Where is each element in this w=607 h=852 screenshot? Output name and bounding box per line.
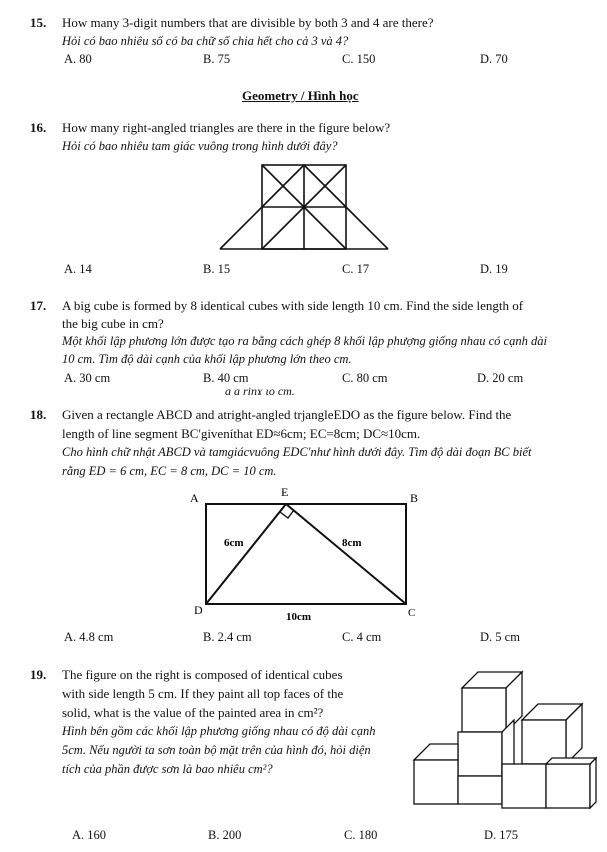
q18-label-a: A	[190, 491, 199, 505]
q19-option-d[interactable]: D. 175	[484, 828, 519, 842]
q15-option-d[interactable]: D. 70	[480, 52, 508, 66]
q17-option-c[interactable]: C. 80 cm	[342, 371, 388, 385]
q18-number: 18.	[30, 407, 47, 422]
q16-option-d[interactable]: D. 19	[480, 262, 508, 276]
q18-label-e: E	[281, 485, 289, 499]
q16-text-vi: Hỏi có bao nhiêu tam giác vuông trong hình dưới đây?	[62, 139, 338, 153]
q18-rectangle-figure	[186, 484, 426, 626]
q19-cube-stack-figure	[410, 660, 600, 820]
q17-text-en-line2: the big cube in cm?	[62, 316, 164, 331]
q18-option-d[interactable]: D. 5 cm	[480, 630, 520, 644]
q15-option-b[interactable]: B. 75	[203, 52, 231, 66]
q16-number: 16.	[30, 120, 47, 135]
q19-number: 19.	[30, 667, 47, 682]
q19-text-en-line2: with side length 5 cm. If they paint all top faces of the	[62, 686, 344, 701]
q19-text-vi-line2: 5cm. Nếu người ta sơn toàn bộ mặt trên của hình đó, hỏi diện	[62, 743, 371, 757]
q19-option-a[interactable]: A. 160	[72, 828, 107, 842]
q17-text-en-line1: A big cube is formed by 8 identical cubes with side length 10 cm. Find the side length of	[62, 298, 524, 313]
q16-option-c[interactable]: C. 17	[342, 262, 370, 276]
q15-text-en: How many 3-digit numbers that are divisible by both 3 and 4 are there?	[62, 15, 434, 30]
q18-label-dc: 10cm	[286, 611, 312, 623]
q17-overlay-text: a a rinɤ ιo cm.	[225, 384, 295, 398]
q18-label-ed: 6cm	[224, 537, 244, 549]
q19-text-vi-line3: tích của phần được sơn là bao nhiêu cm²?	[62, 762, 273, 776]
q17-option-a[interactable]: A. 30 cm	[64, 371, 111, 385]
q19-option-c[interactable]: C. 180	[344, 828, 378, 842]
q18-text-en-line1: Given a rectangle ABCD and atright-angled trjangleEDO as the figure below. Find the	[62, 407, 512, 422]
section-heading: Geometry / Hình học	[242, 88, 359, 103]
q19-text-vi-line1: Hình bên gồm các khối lập phương giống nhau có độ dài cạnh	[62, 724, 376, 738]
q19-text-en-line3: solid, what is the value of the painted area in cm²?	[62, 705, 324, 720]
q17-text-vi-line2: 10 cm. Tìm độ dài cạnh của khối lập phương lớn theo cm.	[62, 352, 352, 366]
q18-option-b[interactable]: B. 2.4 cm	[203, 630, 252, 644]
q16-option-a[interactable]: A. 14	[64, 262, 92, 276]
q15-text-vi: Hỏi có bao nhiêu số có ba chữ số chia hết cho cả 3 và 4?	[62, 34, 349, 48]
q15-option-c[interactable]: C. 150	[342, 52, 376, 66]
q19-option-b[interactable]: B. 200	[208, 828, 242, 842]
q18-label-c: C	[408, 607, 416, 619]
q16-triangle-grid-figure	[218, 163, 390, 253]
q18-option-a[interactable]: A. 4.8 cm	[64, 630, 114, 644]
q16-option-b[interactable]: B. 15	[203, 262, 231, 276]
q18-text-vi-line2: rằng ED = 6 cm, EC = 8 cm, DC = 10 cm.	[62, 464, 277, 478]
q17-option-d[interactable]: D. 20 cm	[477, 371, 524, 385]
q18-label-ec: 8cm	[342, 537, 362, 549]
q19-text-en-line1: The figure on the right is composed of identical cubes	[62, 667, 343, 682]
q15-number: 15.	[30, 15, 47, 30]
q16-text-en: How many right-angled triangles are there in the figure below?	[62, 120, 391, 135]
q17-text-vi-line1: Một khối lập phương lớn được tạo ra bằng cách ghép 8 khối lập phượng giống nhau có cạnh dài	[62, 334, 547, 348]
q18-option-c[interactable]: C. 4 cm	[342, 630, 382, 644]
q18-label-b: B	[410, 491, 419, 505]
q17-option-b[interactable]: B. 40 cm	[203, 371, 249, 385]
q18-text-vi-line1: Cho hình chữ nhật ABCD và tamgiácvuông EDC'như hình dưới đây. Tìm độ dài đoạn BC biết	[62, 445, 532, 459]
q15-option-a[interactable]: A. 80	[64, 52, 92, 66]
q18-text-en-line2: length of line segment BC'giveníthat ED≈6cm; EC=8cm; DC≈10cm.	[62, 426, 421, 441]
q18-label-d: D	[194, 603, 203, 617]
q17-number: 17.	[30, 298, 47, 313]
